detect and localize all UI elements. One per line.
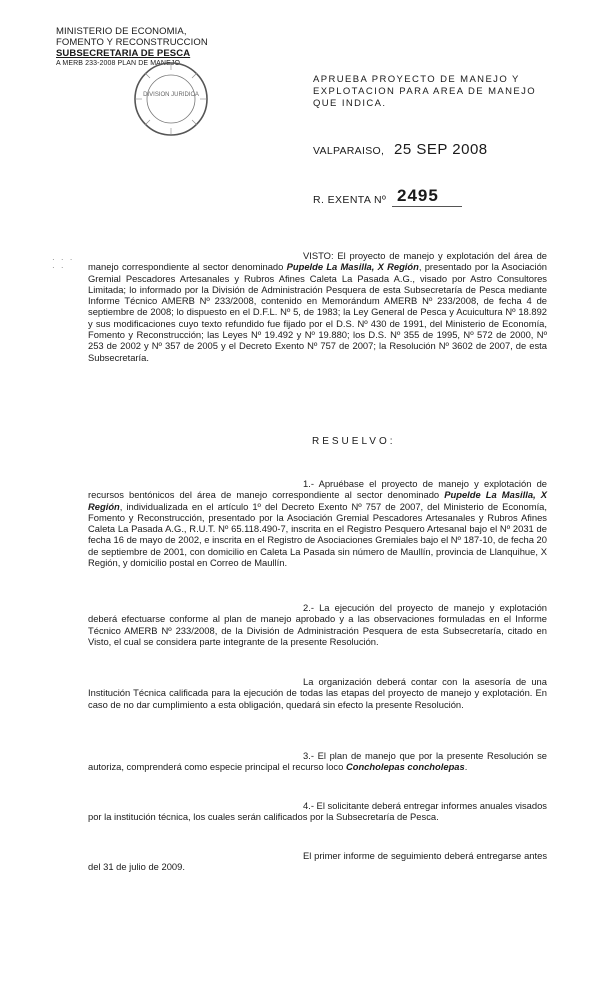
- visto-text-1: El proyecto de manejo y explotación del área de manejo correspondiente al sector denominado: [88, 250, 547, 273]
- item-4-paragraph: [88, 800, 547, 823]
- item-4-text: anuales visados por la institución técnica, los cuales serán calificados por la Subsecretaría de Pesca.: [88, 800, 547, 823]
- item-3-lead: 3.- El plan de manejo que por la presente: [303, 750, 484, 761]
- item-4b-lead: El primer informe de seguimiento deberá: [303, 850, 474, 861]
- visto-lead: VISTO:: [303, 250, 334, 261]
- item-2-lead: 2.- La ejecución del proyecto de manejo y: [303, 602, 495, 613]
- item-1-lead: 1.- Apruébase el proyecto de manejo y: [303, 478, 479, 489]
- division-juridica-stamp-icon: [130, 58, 212, 140]
- item-3-paragraph: [88, 750, 547, 773]
- item-1-text-2: , individualizada en el artículo 1º del Decreto Exento Nº 757 de 2007, del Ministerio de Economía, Fomento y Reconstrucción, presentado por la Asociación Gremial Pescadores Artesanales y Rubros Afines Caleta La Pasada A.G., R.U.T. Nº 65.118.490-7, inscrita en el Registro Pesquero Artesanal bajo el Nº 2031 de fecha 16 de mayo de 2002, e inscrita en el Registro de Asociaciones Gremiales bajo el Nº 187-10, de fecha 20 de septiembre de 2001, con domicilio en Caleta La Pasada sin número de Maullín, provincia de Llanquihue, X Región, y domicilio postal en Correo de Maullín.: [88, 500, 547, 569]
- letterhead-line-reference: A MERB 233-2008 PLAN DE MANEJO: [56, 60, 180, 67]
- letterhead-line-ministry: MINISTERIO DE ECONOMIA,: [56, 26, 187, 37]
- margin-marks: · · · · ·: [52, 255, 75, 272]
- item-3-text-1: Resolución se autoriza, comprenderá como especie principal el recurso loco: [88, 750, 547, 773]
- letterhead-line-fomento: FOMENTO Y RECONSTRUCCION: [56, 37, 208, 48]
- resuelvo-heading: RESUELVO:: [312, 436, 396, 447]
- item-4b-text: entregarse antes del 31 de julio de 2009.: [88, 850, 548, 873]
- visto-sector: Pupelde La Masilla, X Región: [286, 261, 419, 273]
- item-1-paragraph: [88, 478, 547, 568]
- stamp-label: DIVISION JURIDICA: [143, 92, 199, 98]
- item-1-text-1: explotación de recursos bentónicos del área de manejo correspondiente al sector denominado: [88, 478, 547, 501]
- document-title: APRUEBA PROYECTO DE MANEJO Y EXPLOTACION PARA AREA DE MANEJO QUE INDICA.: [313, 74, 537, 109]
- item-3-text-2: .: [464, 761, 468, 773]
- item-2b-lead: La organización deberá contar con la asesoría: [303, 676, 511, 687]
- resolution-number: 2495: [397, 186, 439, 205]
- item-2b-text: de una Institución Técnica calificada para la ejecución de todas las etapas del proyecto de manejo y explotación. En caso de no dar cumplimiento a esta obligación, quedará sin efecto la presente Resolución.: [88, 676, 547, 710]
- item-4b-paragraph: [88, 850, 547, 873]
- resolution-underline: [392, 206, 462, 207]
- visto-text-2: , presentado por la Asociación Gremial Pescadores Artesanales y Rubros Afines Caleta La Pasada A.G., visado por Astro Consultores Limitada; lo informado por la División de Administración Pesquera de esta Subsecretaría de Pesca mediante Informe Técnico AMERB Nº 233/2008, contenido en Memorándum AMERB Nº 233/2008, de fecha 4 de septiembre de 2008; lo dispuesto en el D.F.L. Nº 5, de 1983; la Ley General de Pesca y Acuicultura Nº 18.892 y sus modificaciones cuyo texto refundido fue fijado por el D.S. Nº 430 de 1991, del Ministerio de Economía, Fomento y Reconstrucción; las Leyes Nº 19.492 y Nº 19.880; los D.S. Nº 355 de 1995, Nº 572 de 2000, Nº 253 de 2002 y Nº 357 de 2005 y el Decreto Exento Nº 757 de 2007; la Resolución Nº 3602 de 2007, de esta Subsecretaría.: [88, 261, 548, 363]
- letterhead-line-subsecretaria: SUBSECRETARIA DE PESCA: [56, 48, 191, 59]
- resolution-label: R. EXENTA Nº: [313, 194, 387, 206]
- item-2-text: explotación deberá efectuarse conforme al plan de manejo aprobado y a las observaciones formuladas en el Informe Técnico AMERB Nº 233/2008, de la División de Administración Pesquera de esta Subsecretaría, citado en Visto, el cual se considera parte integrante de la presente Resolución.: [88, 602, 547, 647]
- item-3-species: Concholepas concholepas: [345, 761, 465, 773]
- document-date: 25 SEP 2008: [394, 141, 488, 158]
- item-1-sector: Pupelde La Masilla, X Región: [88, 489, 548, 512]
- item-2b-paragraph: [88, 676, 547, 710]
- item-4-lead: 4.- El solicitante deberá entregar informes: [303, 800, 478, 811]
- item-2-paragraph: [88, 602, 547, 647]
- visto-paragraph: [88, 250, 547, 363]
- place: VALPARAISO,: [313, 145, 385, 157]
